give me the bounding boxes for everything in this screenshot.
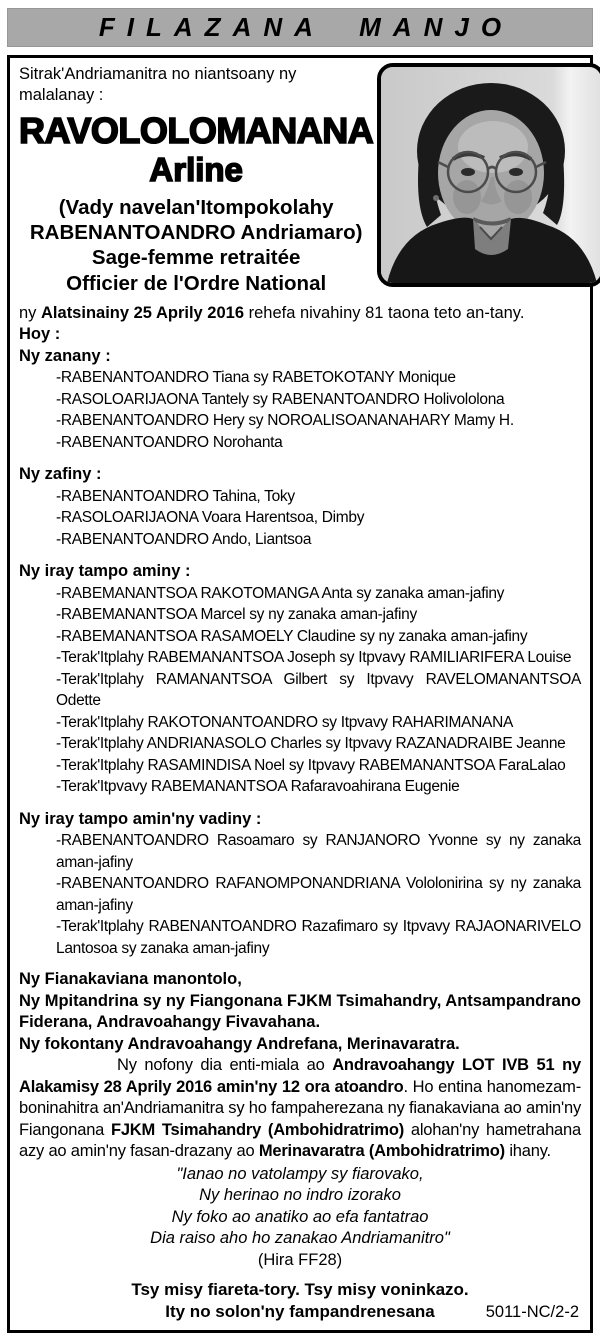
deceased-portrait-photo [377,63,600,287]
family-member-item: -RABENANTOANDRO Rasoamaro sy RANJANORO Yvonne sy ny zanaka aman-jafiny [56,832,581,871]
hymn-line: Dia raiso aho ho zanakao Andriamanitro" [150,1229,450,1248]
masthead-title: FILAZANA MANJO [98,12,514,42]
notice-body [19,303,581,1323]
family-sections [19,346,581,960]
spouse-note-line1: (Vady navelan'Itompokolahy [58,195,334,219]
family-member-item: -RABENANTOANDRO Hery sy NOROALISOANANAHARY Mamy H. [56,412,514,430]
section-label: Ny zafiny : [19,465,102,484]
hymn-quote [19,1164,581,1250]
funeral-segment: . Ho entina hanomezam-boninahitra an'Andriamanitra sy ho fampaherezana ny fianakaviana ao amin'ny Fiangonana [19,1077,582,1139]
family-member-item: -Terak'Itpvavy RABEMANANTSOA Rafaravoahirana Eugenie [56,778,460,796]
family-member-item: -RABENANTOANDRO RAFANOMPONANDRIANA Vololonirina sy ny zanaka aman-jafiny [56,875,581,914]
death-line-prefix: ny [19,303,42,322]
funeral-segment: Ny nofony dia enti-miala ao [117,1056,333,1075]
family-line: Ny fokontany Andravoahangy Andrefana, Merinavaratra. [19,1034,460,1053]
family-member-item: -RABENANTOANDRO Norohanta [56,433,283,451]
family-section-0 [19,346,581,454]
family-member-item: -Terak'Itplahy RABENANTOANDRO Razafimaro sy Itpvavy RAJAONARIVELO Lantosoa sy zanaka aman-jafiny [56,918,581,957]
family-section-1 [19,464,581,550]
family-member-item: -RABEMANANTSOA RASAMOELY Claudine sy ny zanaka aman-jafiny [56,627,528,645]
death-date: Alatsinainy 25 Aprily 2016 [41,303,245,322]
family-section-3 [19,809,581,960]
funeral-segment: Merinavaratra (Ambohidratrimo) [258,1142,505,1161]
portrait-illustration [381,67,600,283]
hymn-reference: (Hira FF28) [257,1250,343,1269]
family-member-item: -Terak'Itplahy RAKOTONANTOANDRO sy Itpvavy RAHARIMANANA [56,713,514,731]
family-member-item: -RABENANTOANDRO Tiana sy RABETOKOTANY Monique [56,369,456,387]
funeral-segment: ihany. [504,1142,551,1161]
section-label: Ny zanany : [19,346,111,365]
family-member-item: -RABENANTOANDRO Ando, Liantsoa [56,530,312,548]
notice-box [7,55,593,1333]
funeral-segment: alohan'ny hametrahana azy ao amin'ny fasan-drazany ao [19,1120,581,1161]
family-line: Ny Mpitandrina sy ny Fiangonana FJKM Tsimahandry, Antsampandrano Fiderana, Andravoahangy Fivavahana. [19,991,581,1032]
family-member-item: -Terak'Itplahy RABEMANANTSOA Joseph sy Itpvavy RAMILIARIFERA Louise [56,649,572,667]
deceased-surname: RAVOLOLOMANANA [19,110,374,151]
section-label: Ny iray tampo aminy : [19,562,191,581]
family-acknowledgement-lines [19,969,581,1055]
family-member-item: -Terak'Itplahy ANDRIANASOLO Charles sy Itpvavy RAZANADRAIBE Jeanne [56,735,566,753]
funeral-segment: FJKM Tsimahandry (Ambohidratrimo) [110,1120,405,1139]
notice-header [19,63,581,298]
family-member-item: -RASOLOARIJAONA Voara Harentsoa, Dimby [56,509,365,527]
deceased-identity-block [19,63,373,298]
family-member-item: -Terak'Itplahy RASAMINDISA Noel sy Itpvavy RABEMANANTSOA FaraLalao [56,756,566,774]
family-section-2 [19,561,581,798]
funeral-arrangements-paragraph [19,1055,581,1163]
spouse-note-line2: RABENANTOANDRO Andriamaro) [29,220,363,244]
intro-line: Sitrak'Andriamanitra no niantsoany ny malalanay : [19,65,297,104]
masthead-banner [7,8,593,47]
family-line: Ny Fianakaviana manontolo, [19,970,242,989]
death-date-line [19,303,581,325]
family-member-item: -RABEMANANTSOA RAKOTOMANGA Anta sy zanaka aman-jafiny [56,584,505,602]
family-member-item: -RABEMANANTSOA Marcel sy ny zanaka aman-jafiny [56,606,417,624]
hoy-label: Hoy : [19,325,61,344]
closing-notice-line: Tsy misy fiareta-tory. Tsy misy voninkazo. [131,1280,469,1300]
section-label: Ny iray tampo amin'ny vadiny : [19,809,262,828]
closing-row [19,1301,581,1323]
hymn-line: Ny herinao no indro izorako [199,1186,401,1205]
deceased-firstname: Arline [149,151,243,189]
notice-reference-code: 5011-NC/2-2 [485,1302,579,1321]
death-line-suffix: rehefa nivahiny 81 taona teto an-tany. [244,303,525,322]
hymn-line: "Ianao no vatolampy sy fiarovako, [176,1164,424,1183]
family-member-item: -RABENANTOANDRO Tahina, Toky [56,487,295,505]
deceased-profession: Sage-femme retraitée [91,246,301,270]
hymn-line: Ny foko ao anatiko ao efa fantatrao [171,1207,429,1226]
closing-substitute-line: Ity no solon'ny fampandrenesana [165,1301,435,1321]
family-member-item: -Terak'Itplahy RAMANANTSOA Gilbert sy Itpvavy RAVELOMANANTSOA Odette [56,670,581,710]
funeral-segment: Andravoahangy LOT IVB 51 ny Alakamisy 28 Aprily 2016 amin'ny 12 ora atoandro [19,1056,581,1096]
deceased-honor: Officier de l'Ordre National [66,272,327,296]
family-member-item: -RASOLOARIJAONA Tantely sy RABENANTOANDRO Holivololona [56,390,505,408]
